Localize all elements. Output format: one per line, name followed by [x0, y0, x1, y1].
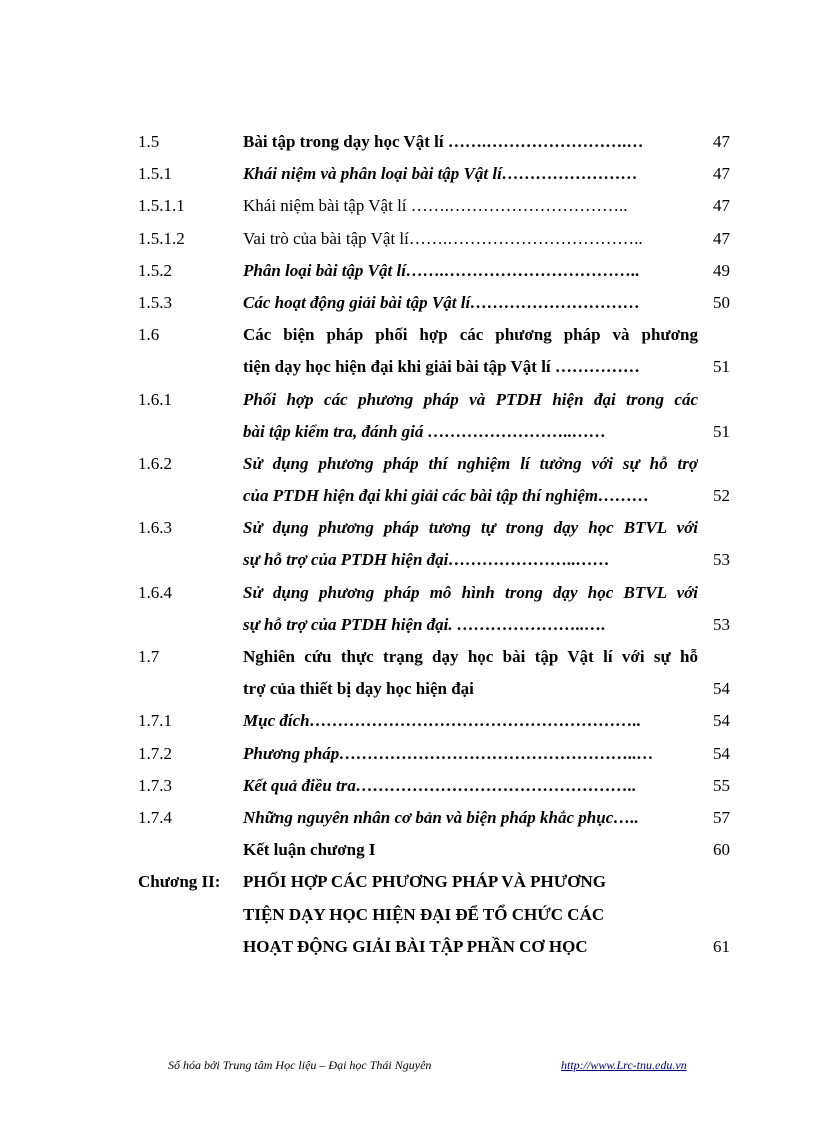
toc-entry-title: PHỐI HỢP CÁC PHƯƠNG PHÁP VÀ PHƯƠNG	[243, 872, 606, 892]
toc-page-number: 53	[713, 550, 730, 570]
toc-entry-title: Những nguyên nhân cơ bản và biện pháp khắc phục…..	[243, 807, 639, 827]
toc-row	[0, 287, 816, 319]
toc-entry-title: Phối hợp các phương pháp và PTDH hiện đại trong các	[243, 389, 698, 409]
toc-row	[0, 802, 816, 834]
toc-page-number: 55	[713, 775, 730, 795]
toc-entry-title: Vai trò của bài tập Vật lí…….……………………………..	[243, 228, 643, 248]
toc-section-number: 1.6.2	[138, 453, 172, 473]
toc-entry-title: Khái niệm bài tập Vật lí …….…………………………..	[243, 196, 628, 216]
toc-row	[0, 641, 816, 673]
toc-entry-title: Sử dụng phương pháp mô hình trong dạy học BTVL với	[243, 582, 698, 602]
toc-page-number: 50	[713, 292, 730, 312]
toc-section-number: 1.7.4	[138, 807, 172, 827]
toc-page-number: 51	[713, 357, 730, 377]
toc-row	[0, 544, 816, 576]
toc-page-number: 47	[713, 164, 730, 184]
toc-section-number: 1.5.2	[138, 260, 172, 280]
toc-section-number: 1.5.1	[138, 164, 172, 184]
toc-entry-title: bài tập kiểm tra, đánh giá ……………………..……	[243, 421, 607, 441]
toc-entry-title: Các biện pháp phối hợp các phương pháp và phương	[243, 325, 698, 345]
toc-entry-title: Bài tập trong dạy học Vật lí …….…………………….…	[243, 132, 644, 151]
toc-row	[0, 416, 816, 448]
toc-row	[0, 609, 816, 641]
toc-entry-title: Sử dụng phương pháp tương tự trong dạy học BTVL với	[243, 518, 698, 538]
toc-row	[0, 448, 816, 480]
toc-page-number: 47	[713, 196, 730, 216]
toc-row	[0, 899, 816, 931]
toc-entry-title: TIỆN DẠY HỌC HIỆN ĐẠI ĐỂ TỔ CHỨC CÁC	[243, 904, 605, 924]
toc-row	[0, 577, 816, 609]
toc-row	[0, 190, 816, 222]
toc-section-number: 1.5.1.2	[138, 228, 185, 248]
toc-entry-title: Nghiên cứu thực trạng dạy học bài tập Vật lí với sự hỗ	[243, 647, 698, 666]
toc-section-number: 1.7.1	[138, 711, 172, 731]
toc-row	[0, 480, 816, 512]
toc-entry-title: Các hoạt động giải bài tập Vật lí…………………………	[243, 292, 641, 312]
toc-row	[0, 512, 816, 544]
toc-row	[0, 319, 816, 351]
toc-section-number: 1.5.3	[138, 292, 172, 312]
toc-page-number: 57	[713, 807, 730, 827]
toc-row	[0, 705, 816, 737]
toc-page-number: 54	[713, 679, 730, 699]
toc-section-number: Chương II:	[138, 872, 221, 892]
toc-section-number: 1.6	[138, 325, 160, 345]
toc-page-number: 49	[713, 260, 730, 280]
toc-entry-title: Mục đích…………………………………………………..	[243, 711, 642, 731]
toc-section-number: 1.5.1.1	[138, 196, 185, 216]
toc-section-number: 1.7	[138, 647, 160, 666]
toc-entry-title: Phân loại bài tập Vật lí…….……………………………..	[243, 260, 640, 280]
toc-row	[0, 351, 816, 383]
toc-section-number: 1.5	[138, 132, 160, 151]
toc-row	[0, 738, 816, 770]
toc-page-number: 53	[713, 614, 730, 634]
toc-entry-title: Phương pháp……………………………………………..…	[243, 743, 654, 763]
toc-entry-title: Kết luận chương I	[243, 840, 376, 860]
toc-row	[0, 126, 816, 158]
toc-row	[0, 384, 816, 416]
toc-entry-title: sự hỗ trợ của PTDH hiện đại. …………………..….	[243, 614, 606, 634]
toc-entry-title: trợ của thiết bị dạy học hiện đại	[243, 679, 474, 699]
toc-row	[0, 673, 816, 705]
toc-page-number: 51	[713, 421, 730, 441]
toc-row	[0, 866, 816, 898]
toc-section-number: 1.6.4	[138, 582, 172, 602]
footer-source: Số hóa bởi Trung tâm Học liệu – Đại học Thái Nguyên	[168, 1058, 432, 1072]
toc-page-number: 61	[713, 936, 730, 956]
toc-row	[0, 158, 816, 190]
toc-page-number: 47	[713, 132, 730, 151]
toc-section-number: 1.7.3	[138, 775, 172, 795]
toc-entry-title: sự hỗ trợ của PTDH hiện đại…………………..……	[243, 550, 610, 570]
table-of-contents	[0, 126, 816, 963]
toc-row	[0, 770, 816, 802]
toc-row	[0, 834, 816, 866]
footer-link[interactable]: http://www.Lrc-tnu.edu.vn	[561, 1058, 687, 1072]
toc-entry-title: Sử dụng phương pháp thí nghiệm lí tưởng với sự hỗ trợ	[243, 453, 698, 473]
toc-entry-title: HOẠT ĐỘNG GIẢI BÀI TẬP PHẦN CƠ HỌC	[243, 936, 588, 956]
toc-section-number: 1.6.3	[138, 518, 172, 538]
toc-page-number: 54	[713, 711, 730, 731]
toc-row	[0, 223, 816, 255]
toc-page-number: 52	[713, 486, 730, 506]
toc-entry-title: Kết quả điều tra…………………………………………..	[243, 775, 637, 795]
toc-page-number: 60	[713, 840, 730, 860]
toc-row	[0, 931, 816, 963]
toc-page-number: 54	[713, 743, 730, 763]
toc-page-number: 47	[713, 228, 730, 248]
toc-row	[0, 255, 816, 287]
toc-section-number: 1.7.2	[138, 743, 172, 763]
toc-entry-title: của PTDH hiện đại khi giải các bài tập thí nghiệm………	[243, 486, 650, 506]
toc-section-number: 1.6.1	[138, 389, 172, 409]
toc-entry-title: Khái niệm và phân loại bài tập Vật lí……………………	[243, 164, 638, 184]
toc-entry-title: tiện dạy học hiện đại khi giải bài tập Vật lí ……………	[243, 357, 640, 377]
